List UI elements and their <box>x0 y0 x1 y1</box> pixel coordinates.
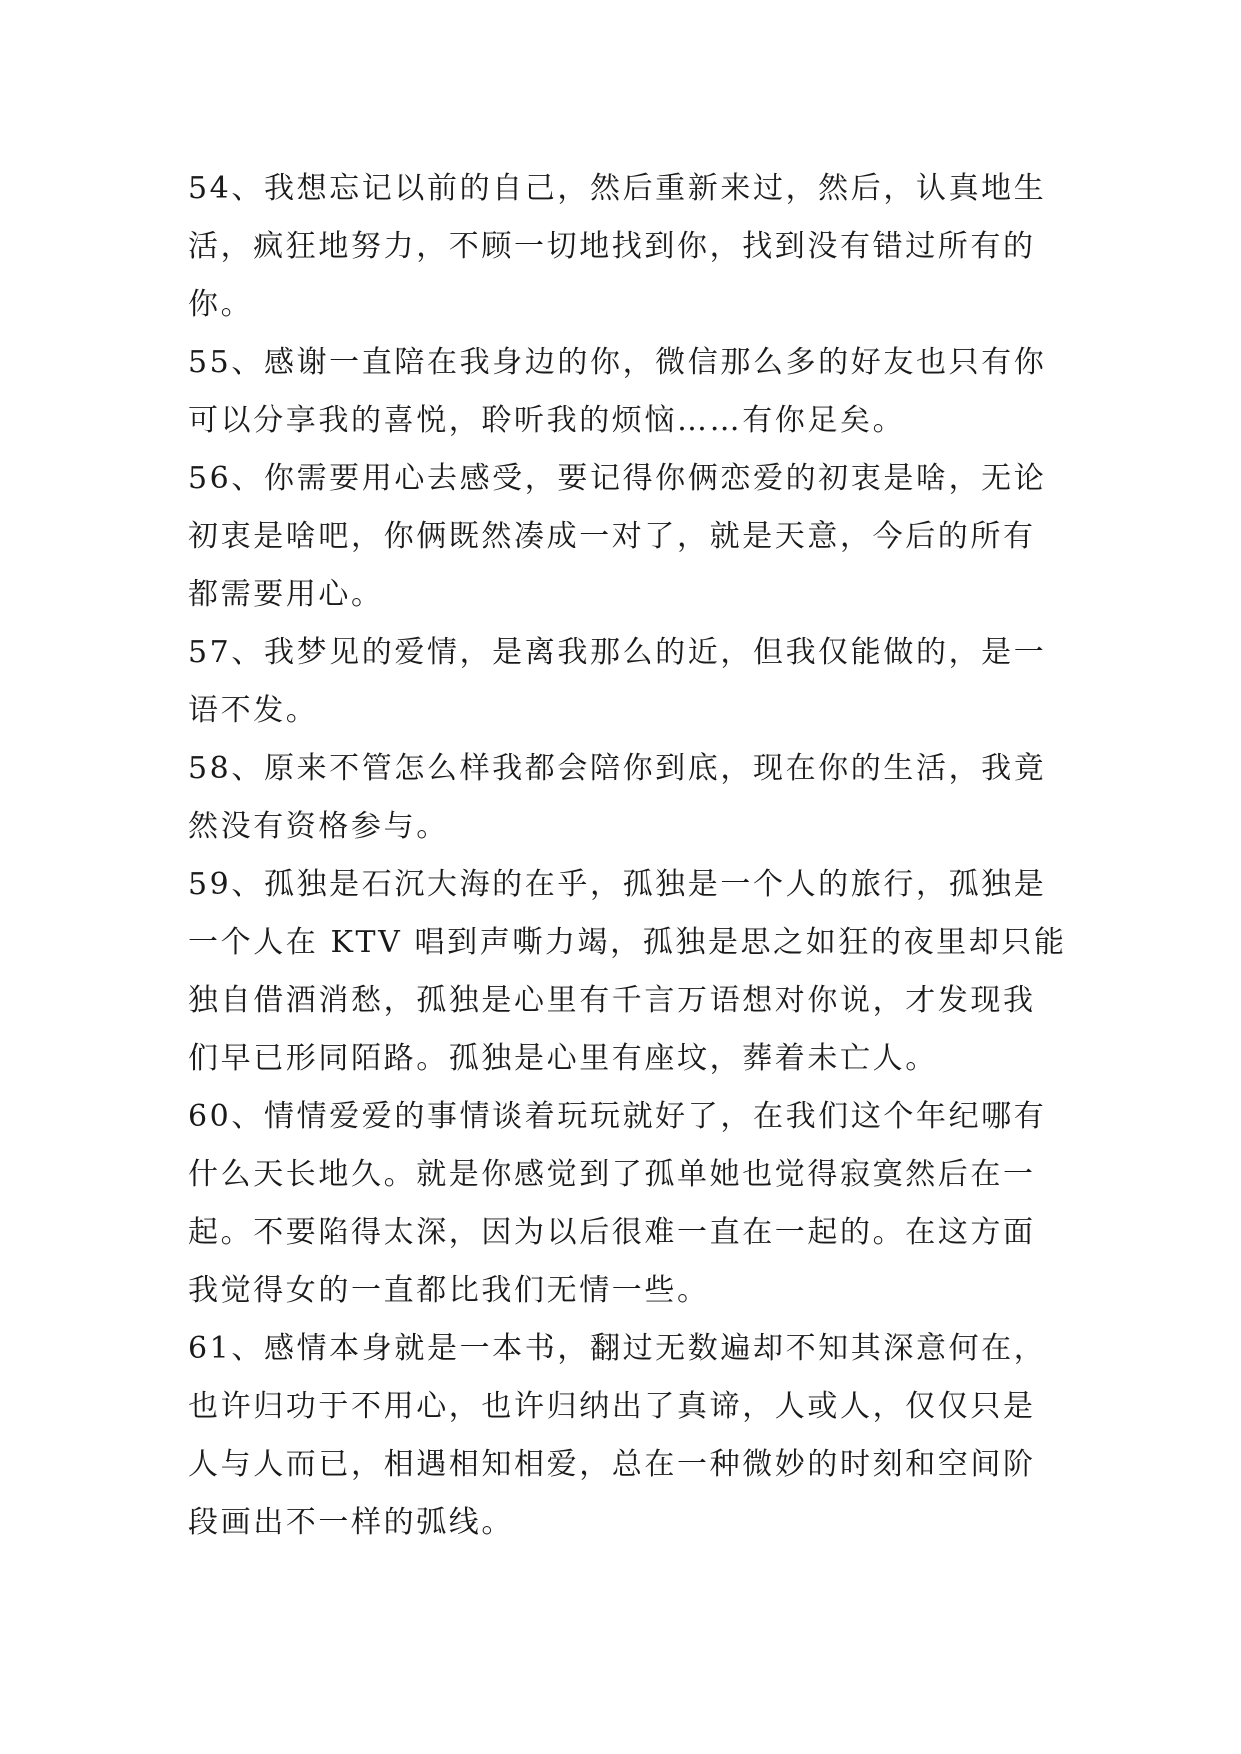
text-line: 你。 <box>188 287 254 322</box>
text-line: 然没有资格参与。 <box>188 809 449 844</box>
text-line: 独自借酒消愁，孤独是心里有千言万语想对你说，才发现我 <box>188 983 1036 1018</box>
text-line: 56、你需要用心去感受，要记得你俩恋爱的初衷是啥，无论 <box>188 461 1047 496</box>
entry-57 <box>188 624 1063 740</box>
text-line: 57、我梦见的爱情，是离我那么的近，但我仅能做的，是一 <box>188 635 1047 670</box>
text-line: 61、感情本身就是一本书，翻过无数遍却不知其深意何在， <box>188 1331 1047 1366</box>
text-line: 一个人在 KTV 唱到声嘶力竭，孤独是思之如狂的夜里却只能 <box>188 925 1067 960</box>
entry-55 <box>188 334 1063 450</box>
text-line: 们早已形同陌路。孤独是心里有座坟，葬着未亡人。 <box>188 1041 938 1076</box>
text-line: 59、孤独是石沉大海的在乎，孤独是一个人的旅行，孤独是 <box>188 867 1047 902</box>
text-line: 58、原来不管怎么样我都会陪你到底，现在你的生活，我竟 <box>188 751 1047 786</box>
text-line: 可以分享我的喜悦，聆听我的烦恼……有你足矣。 <box>188 403 906 438</box>
entry-60 <box>188 1088 1063 1320</box>
document-body <box>188 160 1067 1552</box>
text-line: 初衷是啥吧，你俩既然凑成一对了，就是天意，今后的所有 <box>188 519 1036 554</box>
entry-58 <box>188 740 1063 856</box>
entry-56 <box>188 450 1063 624</box>
text-line: 什么天长地久。就是你感觉到了孤单她也觉得寂寞然后在一 <box>188 1157 1036 1192</box>
text-line: 活，疯狂地努力，不顾一切地找到你，找到没有错过所有的 <box>188 229 1036 264</box>
text-line: 我觉得女的一直都比我们无情一些。 <box>188 1273 710 1308</box>
text-line: 起。不要陷得太深，因为以后很难一直在一起的。在这方面 <box>188 1215 1036 1250</box>
entry-61 <box>188 1320 1063 1552</box>
text-line: 54、我想忘记以前的自己，然后重新来过，然后，认真地生 <box>188 171 1047 206</box>
text-line: 人与人而已，相遇相知相爱，总在一种微妙的时刻和空间阶 <box>188 1447 1036 1482</box>
text-line: 55、感谢一直陪在我身边的你，微信那么多的好友也只有你 <box>188 345 1047 380</box>
text-line: 段画出不一样的弧线。 <box>188 1505 514 1540</box>
entry-59 <box>188 856 1067 1088</box>
text-line: 语不发。 <box>188 693 319 728</box>
entry-54 <box>188 160 1063 334</box>
text-line: 也许归功于不用心，也许归纳出了真谛，人或人，仅仅只是 <box>188 1389 1036 1424</box>
text-line: 都需要用心。 <box>188 577 384 612</box>
text-line: 60、情情爱爱的事情谈着玩玩就好了，在我们这个年纪哪有 <box>188 1099 1047 1134</box>
